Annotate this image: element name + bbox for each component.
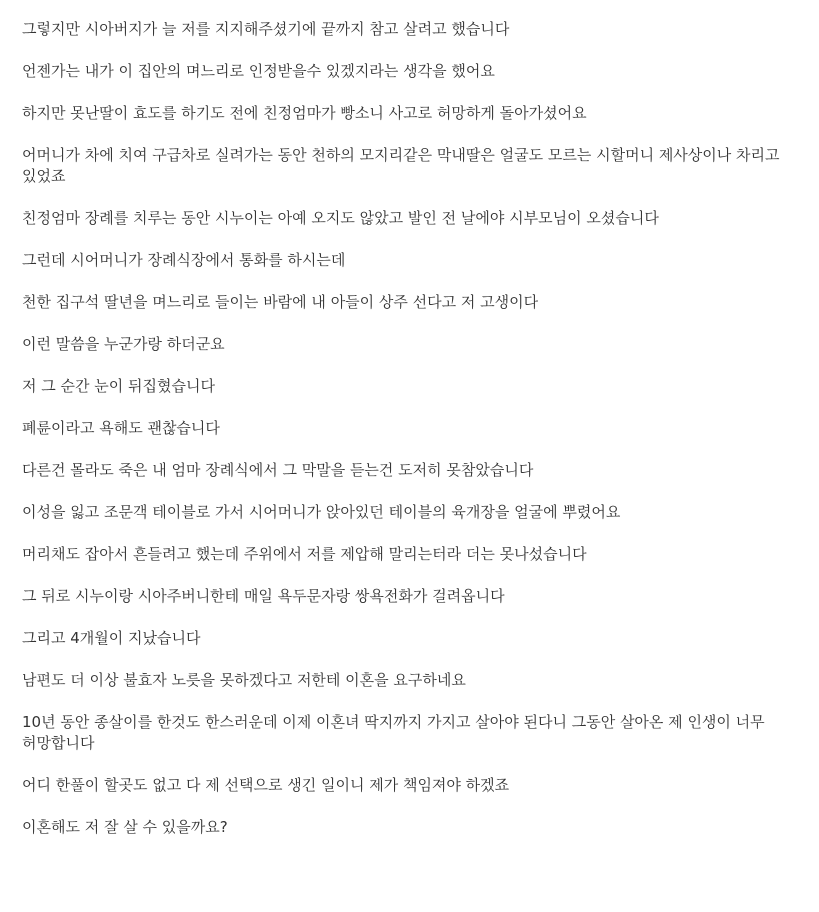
paragraph: 폐륜이라고 욕해도 괜찮습니다 — [22, 419, 220, 437]
article-body — [22, 19, 802, 859]
paragraph: 천한 집구석 딸년을 며느리로 들이는 바람에 내 아들이 상주 선다고 저 고생이다 — [22, 293, 539, 311]
paragraph: 이성을 잃고 조문객 테이블로 가서 시어머니가 앉아있던 테이블의 육개장을 얼굴에 뿌렸어요 — [22, 503, 621, 521]
paragraph: 그리고 4개월이 지났습니다 — [22, 629, 201, 647]
paragraph: 그 뒤로 시누이랑 시아주버니한테 매일 욕두문자랑 쌍욕전화가 걸려옵니다 — [22, 587, 505, 605]
paragraph: 하지만 못난딸이 효도를 하기도 전에 친정엄마가 빵소니 사고로 허망하게 돌아가셨어요 — [22, 104, 587, 122]
paragraph: 언젠가는 내가 이 집안의 며느리로 인정받을수 있겠지라는 생각을 했어요 — [22, 62, 495, 80]
paragraph: 저 그 순간 눈이 뒤집혔습니다 — [22, 377, 215, 395]
paragraph: 남편도 더 이상 불효자 노릇을 못하겠다고 저한테 이혼을 요구하네요 — [22, 671, 466, 689]
paragraph: 이런 말씀을 누군가랑 하더군요 — [22, 335, 225, 353]
paragraph: 어디 한풀이 할곳도 없고 다 제 선택으로 생긴 일이니 제가 책임져야 하겠죠 — [22, 776, 510, 794]
paragraph: 어머니가 차에 치여 구급차로 실려가는 동안 천하의 모지리같은 막내딸은 얼굴도 모르는 시할머니 제사상이나 차리고 있었죠 — [22, 146, 780, 185]
paragraph: 친정엄마 장례를 치루는 동안 시누이는 아예 오지도 않았고 발인 전 날에야 시부모님이 오셨습니다 — [22, 209, 659, 227]
paragraph: 10년 동안 종살이를 한것도 한스러운데 이제 이혼녀 딱지까지 가지고 살아야 된다니 그동안 살아온 제 인생이 너무 허망합니다 — [22, 713, 765, 752]
paragraph: 그런데 시어머니가 장례식장에서 통화를 하시는데 — [22, 251, 346, 269]
paragraph: 머리채도 잡아서 흔들려고 했는데 주위에서 저를 제압해 말리는터라 더는 못나섰습니다 — [22, 545, 587, 563]
paragraph: 다른건 몰라도 죽은 내 엄마 장례식에서 그 막말을 듣는건 도저히 못참았습니다 — [22, 461, 534, 479]
paragraph: 이혼해도 저 잘 살 수 있을까요? — [22, 818, 228, 836]
paragraph: 그렇지만 시아버지가 늘 저를 지지해주셨기에 끝까지 참고 살려고 했습니다 — [22, 20, 510, 38]
